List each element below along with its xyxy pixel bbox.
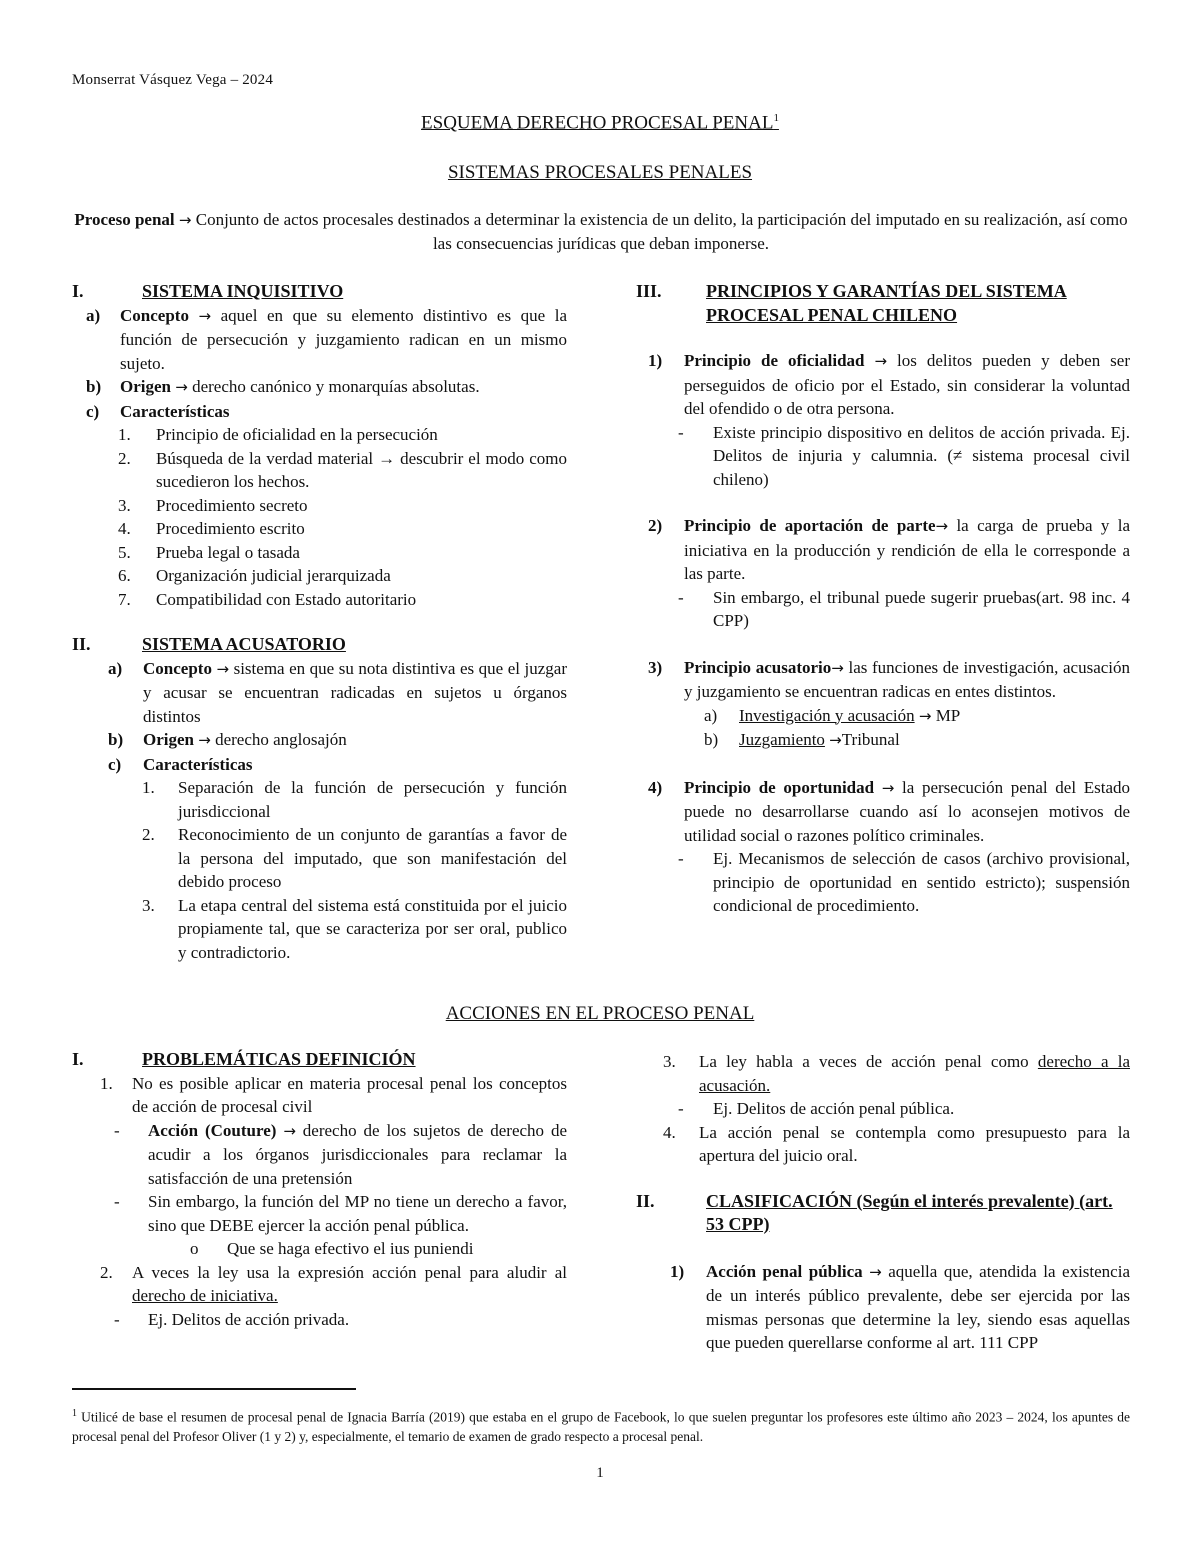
list-item: 3. La etapa central del sistema está constituida por el juicio propiamente tal, que se caracteriza por ser oral, publico y contradictorio. <box>142 895 567 962</box>
section-title-sistemas: SISTEMAS PROCESALES PENALES <box>447 162 753 183</box>
list-item: 1. No es posible aplicar en materia procesal penal los conceptos de acción de procesal civil <box>100 1073 567 1116</box>
list-item: 2. Reconocimiento de un conjunto de garantías a favor de la persona del imputado, que son manifestación del debido proceso <box>142 825 567 891</box>
principio-oficialidad: 1) Principio de oficialidad → los delitos pueden y deben ser perseguidos de oficio por el Estado, sin considerar la voluntad del ofendido o de otra persona. <box>648 351 1131 418</box>
principio-aportacion: 2) Principio de aportación de parte→ la carga de prueba y la iniciativa en la producción y rendición de ella le corresponde a las parte. <box>648 516 1130 583</box>
document-title <box>0 112 1200 134</box>
acu-concepto: a) Concepto → sistema en que su nota distintiva es que el juzgar y acusar se encuentran radicadas en sujetos u órganos distintos <box>108 658 568 726</box>
principio-acusatorio: 3) Principio acusatorio→ las funciones de investigación, acusación y juzgamiento se encuentran radicas en entes distintos. <box>648 657 1131 701</box>
principio-oportunidad: 4) Principio de oportunidad → la persecución penal del Estado puede no desarrollarse cuando así lo aconsejen motivos de utilidad social o razones político criminales. <box>648 777 1130 845</box>
list-item: 3. Procedimiento secreto <box>118 495 308 515</box>
inq-concepto: a) Concepto → aquel en que su elemento distintivo es que la función de persecución y juzgamiento radican en un mismo sujeto. <box>86 305 567 373</box>
list-item: 2. A veces la ley usa la expresión acción penal para aludir al derecho de iniciativa. <box>100 1262 567 1305</box>
section-heading-principios: III. PRINCIPIOS Y GARANTÍAS DEL SISTEMA PROCESAL PENAL CHILENO <box>636 281 1067 325</box>
page-number: 1 <box>596 1465 604 1481</box>
section-heading-clasificacion: II. CLASIFICACIÓN (Según el interés prevalente) (art. 53 CPP) <box>636 1190 1113 1234</box>
footnote-ref[interactable]: 1 <box>773 112 779 124</box>
list-item: - Acción (Couture) → derecho de los sujetos de derecho de acudir a los órganos jurisdiccionales para reclamar la satisfacción de una pretensión <box>114 1120 568 1188</box>
list-item: 7. Compatibilidad con Estado autoritario <box>118 589 417 609</box>
definition-term: Proceso penal <box>74 210 175 229</box>
inq-caracteristicas: c) Características <box>86 401 230 421</box>
definition-proceso-penal <box>72 208 1130 256</box>
author-header: Monserrat Vásquez Vega – 2024 <box>72 72 274 88</box>
principio-oportunidad-note: - Ej. Mecanismos de selección de casos (archivo provisional, principio de oportunidad en sentido estricto); suspensión condicional de procedimiento. <box>678 849 1130 915</box>
document-title-text: ESQUEMA DERECHO PROCESAL PENAL <box>421 112 774 134</box>
list-item: - Ej. Delitos de acción privada. <box>114 1309 350 1329</box>
footnote: $^1$ Utilicé de base el resumen de procesal penal de Ignacia Barría (2019) que estaba en el grupo de Facebook, lo que suelen preguntar los profesores este último año 2023 – 2024, los apuntes de procesal penal del Profesor Oliver (1 y 2) y, especialmente, el temario de examen de grado respecto a procesal penal. <box>72 1408 1131 1444</box>
section-title-acciones: ACCIONES EN EL PROCESO PENAL <box>445 1003 755 1024</box>
list-item: - Ej. Delitos de acción penal pública. <box>678 1099 955 1118</box>
section-heading-acusatorio: II. SISTEMA ACUSATORIO <box>72 634 346 654</box>
list-item: 4. La acción penal se contempla como presupuesto para la apertura del juicio oral. <box>663 1122 1130 1165</box>
list-item: 1. Separación de la función de persecución y función jurisdiccional <box>142 778 567 821</box>
section-heading-inquisitivo: I. SISTEMA INQUISITIVO <box>72 281 344 301</box>
list-item: - Sin embargo, la función del MP no tiene un derecho a favor, sino que DEBE ejercer la acción penal pública. <box>114 1192 567 1235</box>
accion-penal-publica: 1) Acción penal pública → aquella que, atendida la existencia de un interés público prevalente, debe ser ejercida por las mismas personas que determine la ley, siendo esas aquellas que pueden querellarse conforme al art. 111 CPP <box>670 1261 1130 1352</box>
list-item: 5. Prueba legal o tasada <box>118 542 300 562</box>
section-heading-problematicas: I. PROBLEMÁTICAS DEFINICIÓN <box>72 1049 416 1069</box>
list-item: 6. Organización judicial jerarquizada <box>118 566 391 585</box>
inq-caract-list <box>72 423 567 611</box>
left-column-top <box>72 280 567 964</box>
acu-caracteristicas: c) Características <box>108 754 253 774</box>
list-item: o Que se haga efectivo el ius puniendi <box>190 1239 474 1258</box>
principio-aportacion-note: - Sin embargo, el tribunal puede sugerir pruebas(art. 98 inc. 4 CPP) <box>678 587 1130 630</box>
list-item: a) Investigación y acusación → MP <box>704 705 961 725</box>
list-item: 3. La ley habla a veces de acción penal como derecho a la acusación. <box>663 1052 1130 1095</box>
definition-text: Conjunto de actos procesales destinados a determinar la existencia de un delito, la participación del imputado en su realización, así como las consecuencias jurídicas que deban imponerse. <box>195 210 1128 253</box>
right-column-bottom <box>636 1050 1130 1355</box>
list-item: 1. Principio de oficialidad en la persecución <box>118 425 438 444</box>
list-item: b) Juzgamiento →Tribunal <box>704 730 900 749</box>
right-column-top <box>636 280 1130 918</box>
inq-origen: b) Origen → derecho canónico y monarquías absolutas. <box>86 377 480 396</box>
footnote-separator <box>72 1388 356 1390</box>
acu-origen: b) Origen → derecho anglosajón <box>108 730 347 749</box>
principio-oficialidad-note: - Existe principio dispositivo en delitos de acción privada. Ej. Delitos de injuria y calumnia. (≠ sistema procesal civil chileno) <box>678 422 1130 489</box>
left-column-bottom <box>72 1048 567 1331</box>
list-item: 2. Búsqueda de la verdad material → descubrir el modo como sucedieron los hechos. <box>118 448 567 491</box>
arrow-icon: → <box>178 211 192 229</box>
list-item: 4. Procedimiento escrito <box>118 519 305 538</box>
